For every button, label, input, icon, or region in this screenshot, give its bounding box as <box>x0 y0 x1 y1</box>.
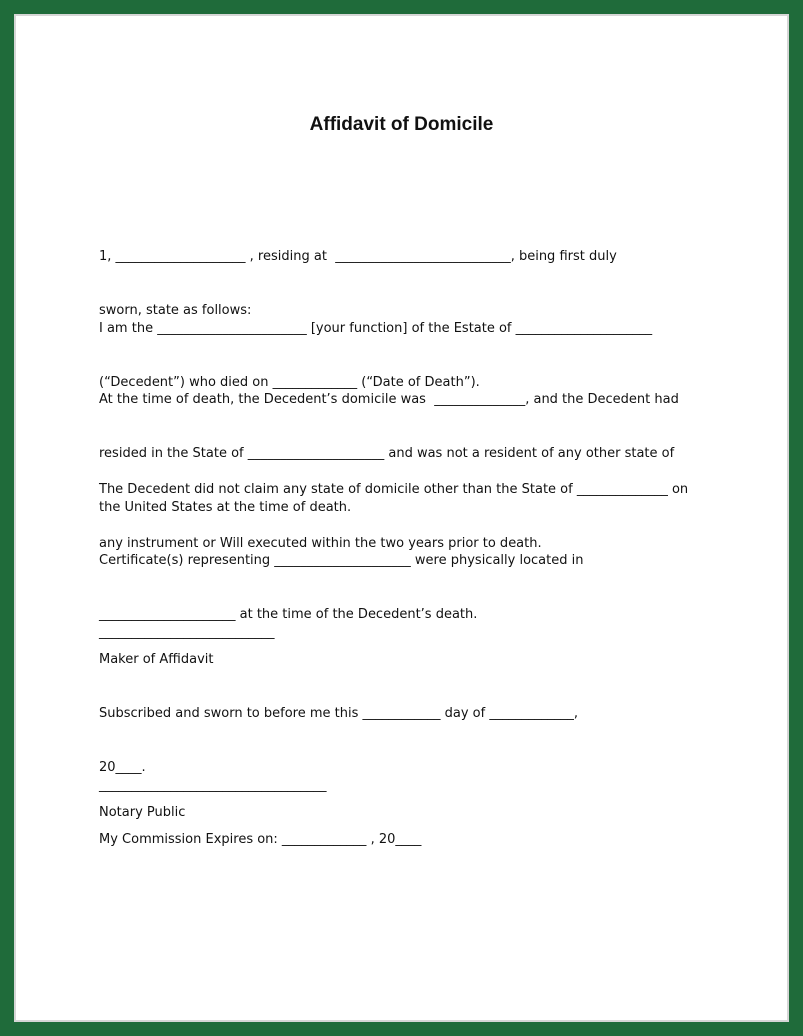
paragraph-line: I am the _______________________ [your function] of the Estate of _____________________ <box>99 321 653 336</box>
paragraph-line: The Decedent did not claim any state of domicile other than the State of ______________ on <box>99 482 689 497</box>
paragraph-line: any instrument or Will executed within the two years prior to death. <box>99 536 542 551</box>
signature-blank: ___________________________ <box>99 625 275 640</box>
signature-blank: ___________________________________ <box>99 778 327 793</box>
document-title: Affidavit of Domicile <box>309 114 494 135</box>
paragraph-line: Certificate(s) representing _____________________ were physically located in <box>99 553 584 568</box>
commission-expires <box>99 795 719 885</box>
paragraph-line: _____________________ at the time of the Decedent’s death. <box>99 607 478 622</box>
commission-text: My Commission Expires on: _____________ , 20____ <box>99 832 422 847</box>
paragraph-line: sworn, state as follows: <box>99 303 252 318</box>
paragraph-line: 20____. <box>99 760 146 775</box>
notary-label-text: Notary Public <box>99 805 186 820</box>
paragraph-line: Subscribed and sworn to before me this ____________ day of _____________, <box>99 706 578 721</box>
paragraph-line: At the time of death, the Decedent’s domicile was ______________, and the Decedent had <box>99 392 679 407</box>
paragraph-line: the United States at the time of death. <box>99 500 352 515</box>
paragraph-line: (“Decedent”) who died on _____________ (“Date of Death”). <box>99 375 480 390</box>
paragraph-line: resided in the State of _____________________ and was not a resident of any other state of <box>99 446 675 461</box>
paragraph-line: 1, ____________________ , residing at ___________________________, being first duly <box>99 249 617 264</box>
maker-label-text: Maker of Affidavit <box>99 652 214 667</box>
